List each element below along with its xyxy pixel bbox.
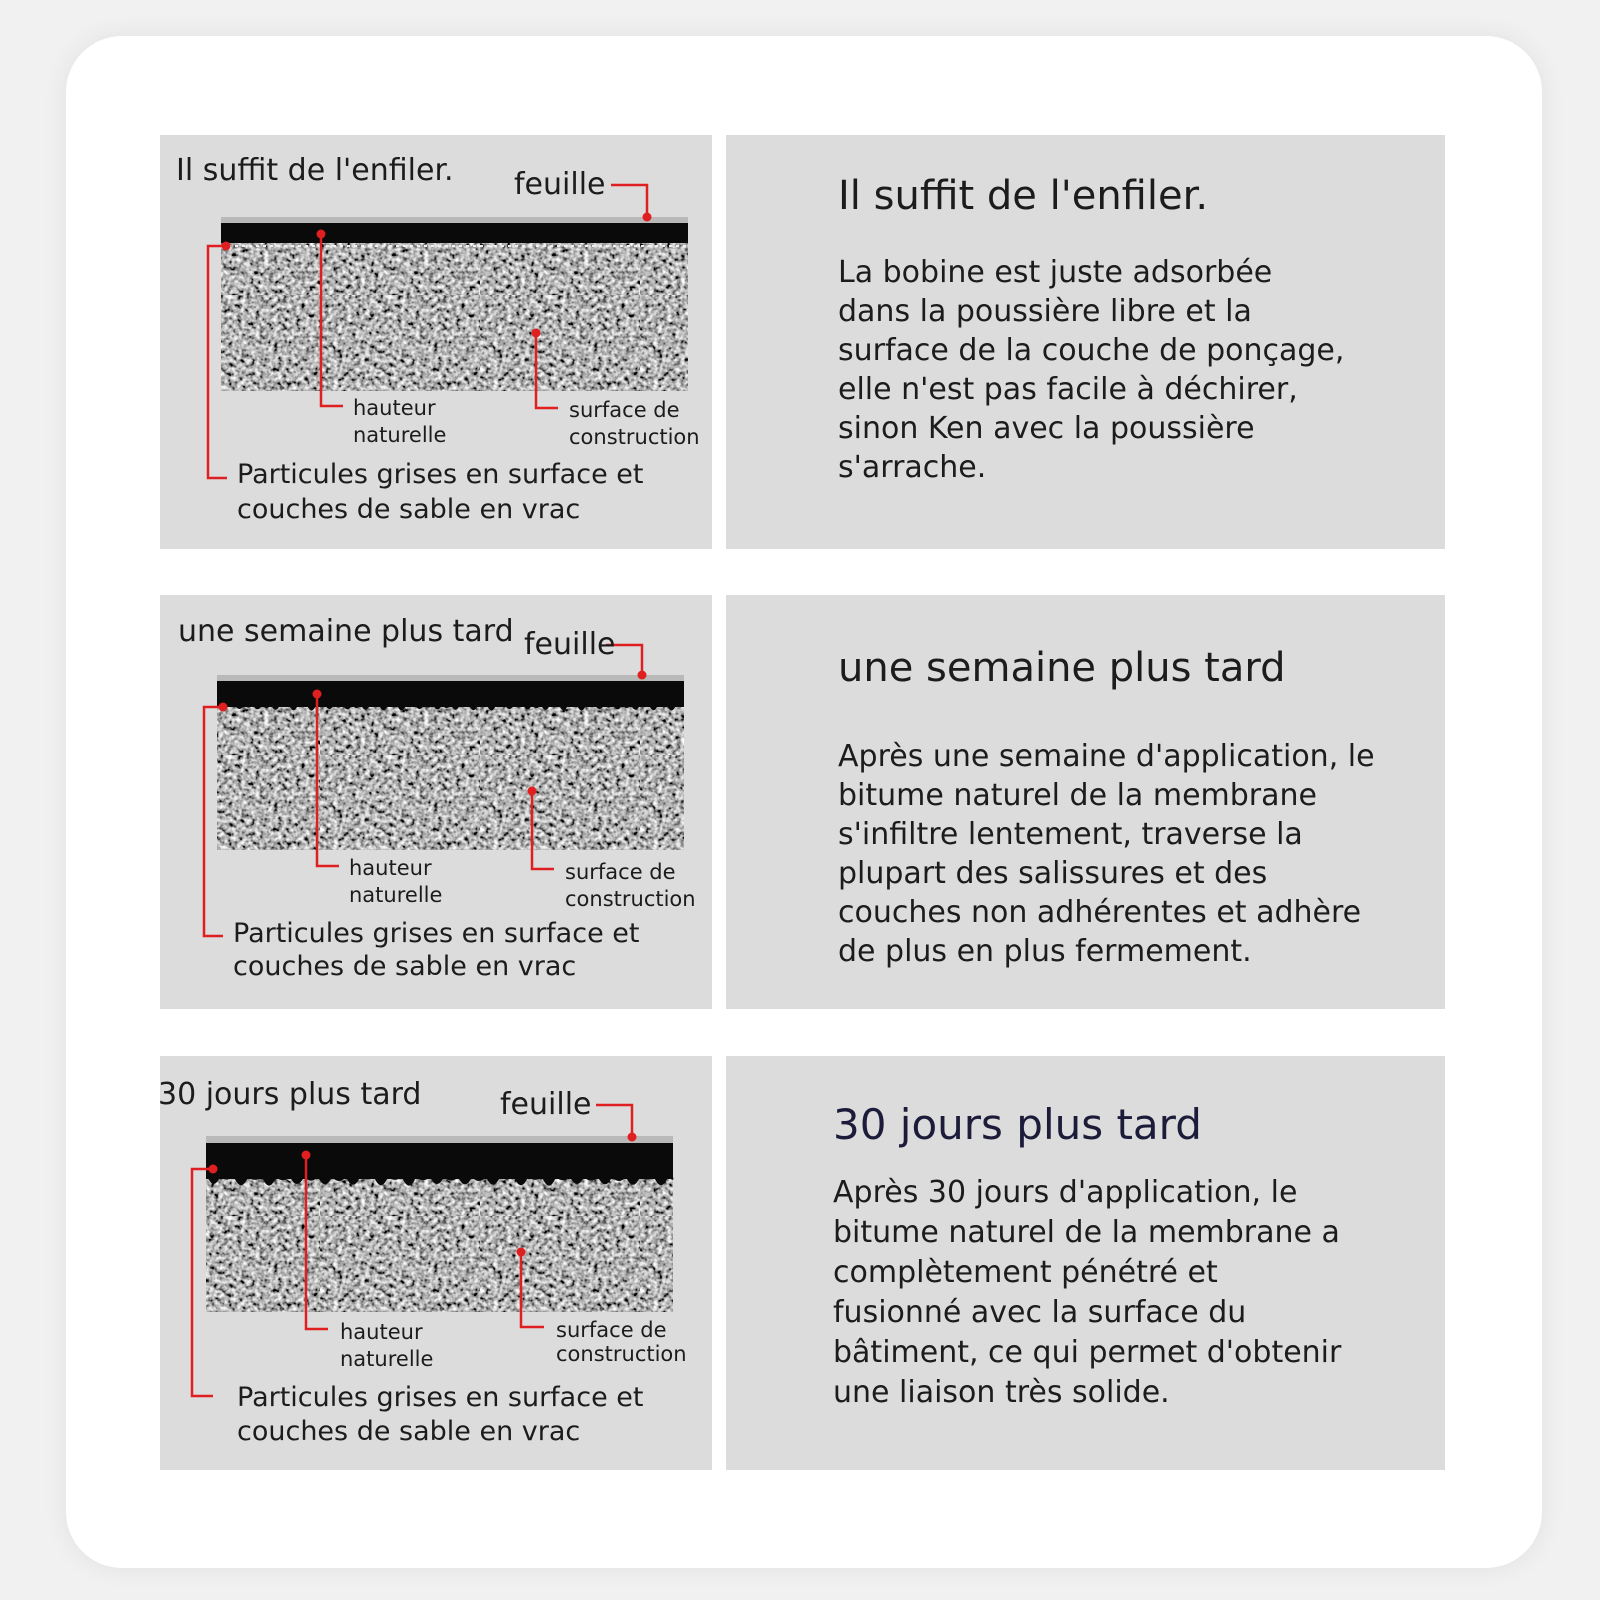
stage-row-3 xyxy=(160,1056,1445,1470)
stage-description xyxy=(838,253,1415,487)
part-pointer-dot xyxy=(219,703,228,712)
height-label-line-2: naturelle xyxy=(340,1347,434,1371)
stage-label: 30 jours plus tard xyxy=(158,1077,422,1112)
description-line: surface de la couche de ponçage, xyxy=(838,333,1345,368)
layer-diagram-2 xyxy=(160,595,712,1009)
sand-layer xyxy=(217,707,684,850)
surface-pointer-dot xyxy=(532,329,541,338)
surface-pointer-dot xyxy=(528,787,537,796)
height-pointer-dot xyxy=(313,690,322,699)
layer-diagram-1 xyxy=(160,135,712,549)
part-pointer-dot xyxy=(209,1165,218,1174)
sheet-label: feuille xyxy=(524,627,616,662)
surface-label-line-1: surface de xyxy=(565,860,676,884)
stage-label: une semaine plus tard xyxy=(178,614,514,649)
particles-label-line-2: couches de sable en vrac xyxy=(237,494,581,525)
description-line: couches non adhérentes et adhère xyxy=(838,895,1362,930)
surface-label-line-2: construction xyxy=(556,1342,687,1366)
description-line: bâtiment, ce qui permet d'obtenir xyxy=(833,1335,1342,1370)
part-pointer-dot xyxy=(222,242,231,251)
particles-label-line-1: Particules grises en surface et xyxy=(233,918,640,949)
surface-label-line-1: surface de xyxy=(569,398,680,422)
sheet-label: feuille xyxy=(500,1087,592,1122)
sheet-top-edge xyxy=(217,675,684,681)
description-line: bitume naturel de la membrane xyxy=(838,778,1317,813)
diagram-panel-2 xyxy=(160,595,712,1009)
sheet-top-edge xyxy=(221,217,688,223)
stage-row-2 xyxy=(160,595,1445,1009)
text-panel-1 xyxy=(726,135,1445,549)
height-pointer-dot xyxy=(317,230,326,239)
description-line: de plus en plus fermement. xyxy=(838,934,1252,969)
layer-diagram-3 xyxy=(160,1056,712,1470)
text-panel-3 xyxy=(726,1056,1445,1470)
stage-row-1 xyxy=(160,135,1445,549)
height-pointer-dot xyxy=(302,1151,311,1160)
text-panel-2 xyxy=(726,595,1445,1009)
description-line: dans la poussière libre et la xyxy=(838,294,1252,329)
description-line: bitume naturel de la membrane a xyxy=(833,1215,1340,1250)
description-line: complètement pénétré et xyxy=(833,1255,1218,1290)
description-line: sinon Ken avec la poussière xyxy=(838,411,1255,446)
stage-title: 30 jours plus tard xyxy=(833,1100,1202,1149)
stage-title: une semaine plus tard xyxy=(838,645,1286,691)
description-line: s'infiltre lentement, traverse la xyxy=(838,817,1303,852)
stage-description xyxy=(838,737,1415,971)
surface-label-line-2: construction xyxy=(565,887,696,911)
height-label-line-2: naturelle xyxy=(349,883,443,907)
stage-label: Il suffit de l'enfiler. xyxy=(176,153,454,188)
description-line: plupart des salissures et des xyxy=(838,856,1268,891)
particles-label-line-1: Particules grises en surface et xyxy=(237,459,644,490)
sand-layer xyxy=(206,1179,673,1312)
particles-label-line-2: couches de sable en vrac xyxy=(237,1416,581,1447)
particles-label-line-1: Particules grises en surface et xyxy=(237,1382,644,1413)
feuille-pointer-dot xyxy=(628,1133,637,1142)
diagram-panel-1 xyxy=(160,135,712,549)
sheet-label: feuille xyxy=(514,167,606,202)
particles-label-line-2: couches de sable en vrac xyxy=(233,951,577,982)
sand-layer xyxy=(221,243,688,391)
feuille-pointer-dot xyxy=(643,213,652,222)
description-line: une liaison très solide. xyxy=(833,1375,1170,1410)
sheet-band xyxy=(221,223,688,243)
stage-title: Il suffit de l'enfiler. xyxy=(838,173,1209,219)
diagram-panel-3 xyxy=(160,1056,712,1470)
description-line: fusionné avec la surface du xyxy=(833,1295,1247,1330)
height-label-line-1: hauteur xyxy=(349,856,432,880)
height-label-line-2: naturelle xyxy=(353,423,447,447)
height-label-line-1: hauteur xyxy=(353,396,436,420)
feuille-pointer-line xyxy=(611,185,647,217)
stage-description xyxy=(833,1173,1415,1413)
description-line: s'arrache. xyxy=(838,450,987,485)
height-label-line-1: hauteur xyxy=(340,1320,423,1344)
description-line: Après une semaine d'application, le xyxy=(838,739,1375,774)
feuille-pointer-dot xyxy=(638,671,647,680)
sheet-top-edge xyxy=(206,1136,673,1143)
feuille-pointer-line xyxy=(596,1105,632,1137)
surface-pointer-dot xyxy=(517,1248,526,1257)
description-line: La bobine est juste adsorbée xyxy=(838,255,1273,290)
description-line: Après 30 jours d'application, le xyxy=(833,1175,1298,1210)
surface-label-line-1: surface de xyxy=(556,1318,667,1342)
description-line: elle n'est pas facile à déchirer, xyxy=(838,372,1298,407)
surface-label-line-2: construction xyxy=(569,425,700,449)
